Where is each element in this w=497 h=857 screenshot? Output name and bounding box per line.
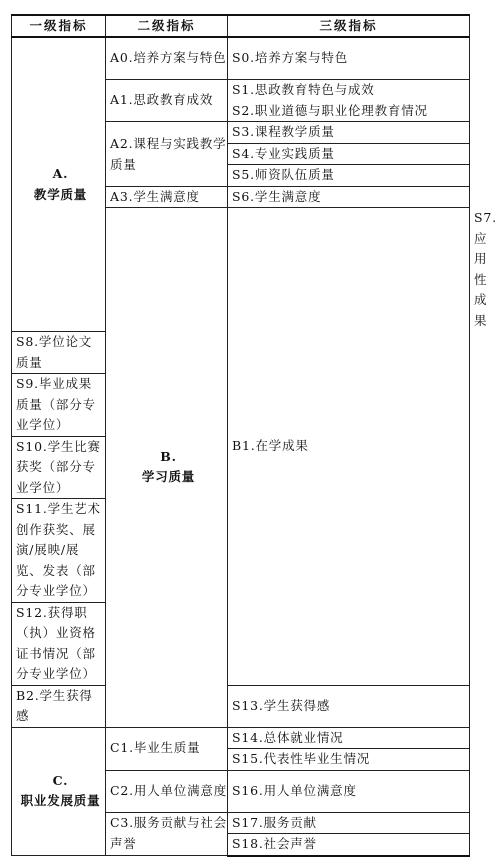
header-row [12,15,470,37]
level2-cell: C3.服务贡献与社会声誉 [106,812,228,856]
level3-cell: S14.总体就业情况 [228,727,470,749]
level3-cell: S17.服务贡献 [228,812,470,834]
level1-name: 职业发展质量 [20,793,101,809]
level1-cell-c [12,727,106,856]
header-level2: 二级指标 [106,15,228,37]
table-row: B. 学习质量 B1.在学成果 S7.应用性成果 [12,208,470,332]
table-row [12,37,470,80]
level3-cell-multi [228,80,470,122]
level2-cell: A0.培养方案与特色 [106,37,228,80]
level1-cell-b [106,208,228,728]
level2-cell: A3.学生满意度 [106,186,228,208]
level3-cell: S16.用人单位满意度 [228,770,470,812]
level1-code: A. [52,166,69,181]
level3-cell: S18.社会声誉 [228,834,470,856]
level2-cell: C2.用人单位满意度 [106,770,228,812]
level1-code: B. [160,448,177,464]
level3-cell: S11.学生艺术创作获奖、展演/展映/展览、发表（部分专业学位） [12,499,106,603]
level2-cell: B1.在学成果 [228,208,470,686]
level3-cell: S13.学生获得感 [228,685,470,727]
level2-cell: B2.学生获得感 [12,685,106,727]
table-row [12,685,470,727]
level3-cell: S0.培养方案与特色 [228,37,470,80]
level3-cell: S12.获得职（执）业资格证书情况（部分专业学位） [12,602,106,685]
level3-cell: S4.专业实践质量 [228,143,470,165]
level2-cell: A2.课程与实践教学质量 [106,122,228,187]
level3-cell: S10.学生比赛获奖（部分专业学位） [12,436,106,499]
level3-item: S1.思政教育特色与成效 [232,82,375,97]
level3-item: S2.职业道德与职业伦理教育情况 [232,102,428,118]
level3-cell: S15.代表性毕业生情况 [228,749,470,771]
level2-cell: A1.思政教育成效 [106,80,228,122]
table-row [12,727,470,749]
level1-code: C. [52,772,69,788]
indicator-table-sheet [11,14,497,857]
level3-cell: S8.学位论文质量 [12,332,106,374]
level3-cell: S6.学生满意度 [228,186,470,208]
level3-cell: S3.课程教学质量 [228,122,470,144]
level3-cell: S9.毕业成果质量（部分专业学位） [12,374,106,437]
indicator-table [11,14,497,857]
level3-cell: S5.师资队伍质量 [228,165,470,187]
header-level3: 三级指标 [228,15,470,37]
header-level1: 一级指标 [12,15,106,37]
level1-name: 学习质量 [141,469,196,485]
level2-cell: C1.毕业生质量 [106,727,228,770]
level1-name: 教学质量 [33,186,88,202]
level1-cell-a [12,37,106,332]
